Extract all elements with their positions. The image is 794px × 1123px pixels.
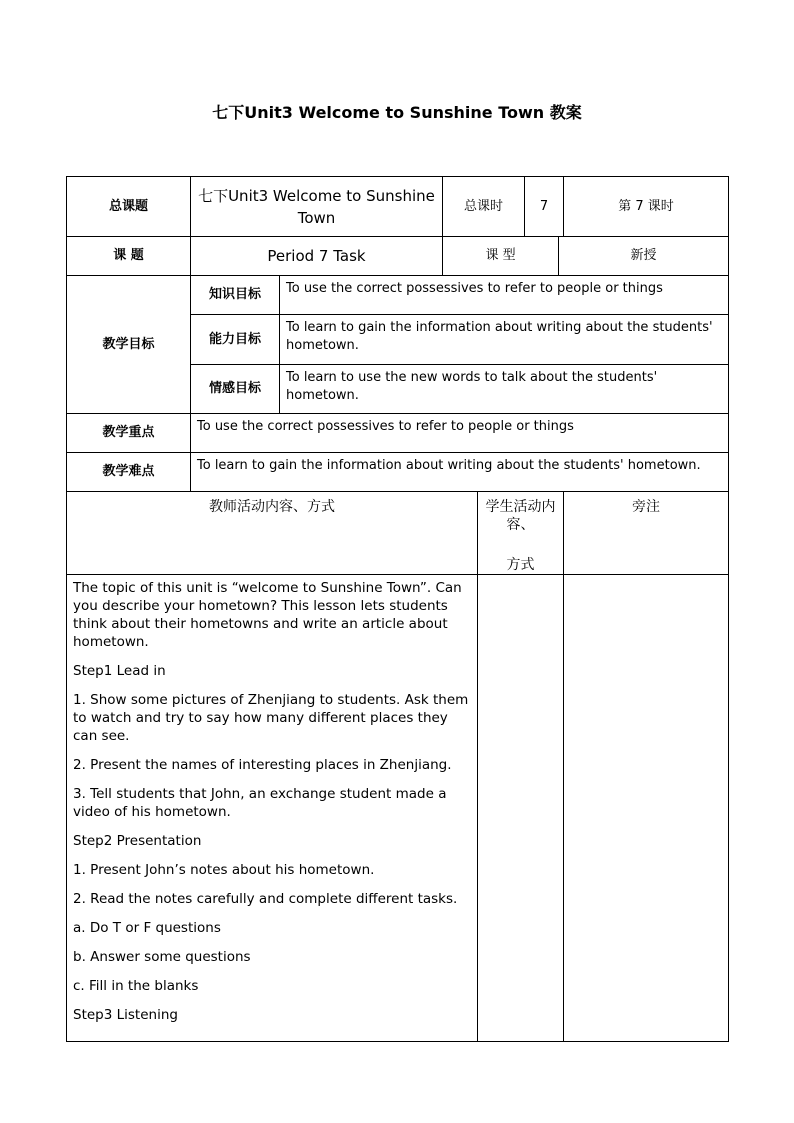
row-activity-headers [67,492,729,575]
teacher-activity-content [67,575,478,1042]
process-line: The topic of this unit is “welcome to Sunshine Town”. Can you describe your hometown? This lesson lets students think about their hometowns and write an article about hometown. [73,580,462,650]
row-subject [67,237,729,276]
total-hours-value: 7 [525,177,564,237]
header-student-line1: 学生活动内容、 [485,499,556,533]
label-subject: 课 题 [67,237,191,276]
header-teacher-activity: 教师活动内容、方式 [67,492,478,575]
process-line: c. Fill in the blanks [73,978,199,994]
lesson-plan-table [66,176,729,1042]
label-teaching-goals: 教学目标 [67,276,191,414]
key-points-text: To use the correct possessives to refer to people or things [191,414,729,453]
header-notes: 旁注 [564,492,729,575]
header-student-activity [478,492,564,575]
process-line: 2. Read the notes carefully and complete different tasks. [73,891,458,907]
header-student-line2: 方式 [506,557,535,573]
difficulties-text: To learn to gain the information about writing about the students' hometown. [191,453,729,492]
goal-label-ability: 能力目标 [191,315,280,365]
notes-content [564,575,729,1042]
label-total-hours: 总课时 [443,177,525,237]
page-title: 七下Unit3 Welcome to Sunshine Town 教案 [212,103,582,122]
label-topic: 总课题 [67,177,191,237]
row-key-points [67,414,729,453]
topic-value: 七下Unit3 Welcome to Sunshine Town [191,177,443,237]
row-topic [67,177,729,237]
label-difficulties: 教学难点 [67,453,191,492]
process-line: 3. Tell students that John, an exchange student made a video of his hometown. [73,786,447,820]
process-line: 1. Show some pictures of Zhenjiang to students. Ask them to watch and try to say how many different places they can see. [73,692,469,744]
row-process [67,575,729,1042]
process-line: Step3 Listening [73,1007,178,1023]
goal-text-ability: To learn to gain the information about writing about the students' hometown. [280,315,729,365]
process-line: 1. Present John’s notes about his hometown. [73,862,375,878]
goal-label-knowledge: 知识目标 [191,276,280,315]
student-activity-content [478,575,564,1042]
subject-value: Period 7 Task [191,237,443,276]
goal-text-knowledge: To use the correct possessives to refer to people or things [280,276,729,315]
goal-text-emotion: To learn to use the new words to talk about the students' hometown. [280,365,729,414]
lesson-type-value: 新授 [559,237,729,276]
label-lesson-type: 课 型 [443,237,559,276]
row-difficulties [67,453,729,492]
process-line: b. Answer some questions [73,949,251,965]
process-line: Step2 Presentation [73,833,202,849]
process-line: Step1 Lead in [73,663,166,679]
label-key-points: 教学重点 [67,414,191,453]
process-line: a. Do T or F questions [73,920,221,936]
row-goal-knowledge [67,276,729,315]
goal-label-emotion: 情感目标 [191,365,280,414]
process-line: 2. Present the names of interesting places in Zhenjiang. [73,757,452,773]
lesson-number: 第 7 课时 [564,177,729,237]
